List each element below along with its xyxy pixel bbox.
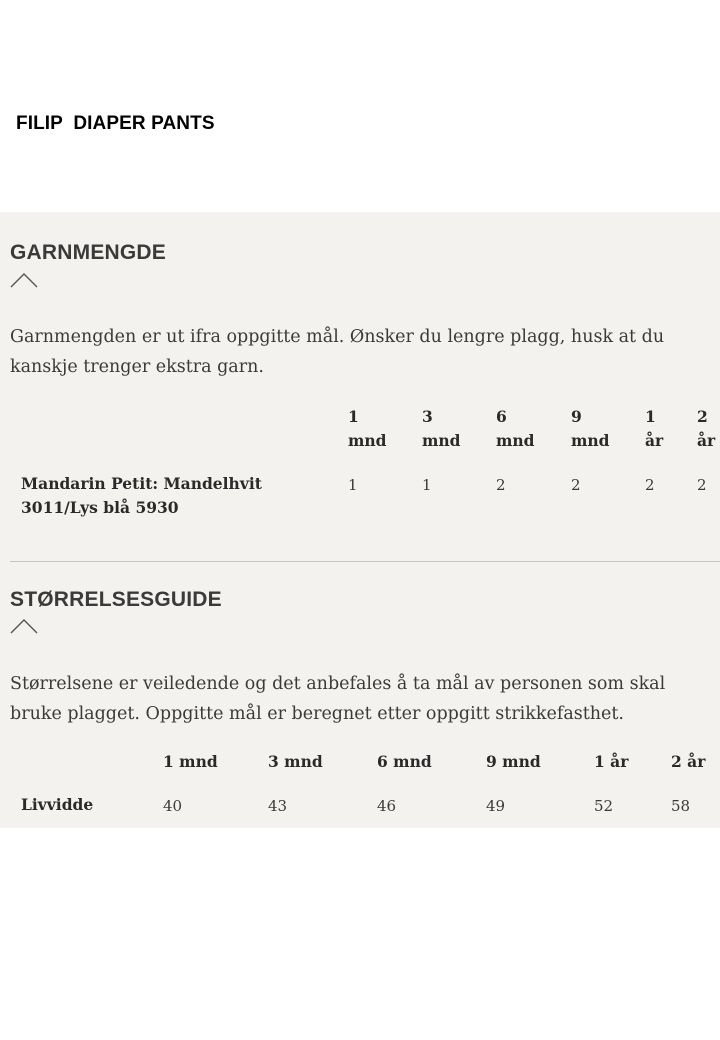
table-cell: 43	[268, 797, 288, 815]
column-header: 3 mnd	[268, 752, 323, 771]
column-header: 9 mnd	[571, 407, 610, 450]
column-header: 3 mnd	[422, 407, 461, 450]
column-header: 2 år	[671, 752, 706, 771]
row-label: Mandarin Petit: Mandelhvit 3011/Lys blå 5930	[21, 474, 262, 517]
column-header: 9 mnd	[486, 752, 541, 771]
chevron-up-icon[interactable]	[10, 618, 38, 634]
column-header: 1 år	[594, 752, 629, 771]
document-title: FILIP DIAPER PANTS	[16, 113, 215, 134]
table-cell: 1	[422, 476, 432, 494]
chevron-up-icon[interactable]	[10, 272, 38, 288]
table-cell: 2	[571, 476, 581, 494]
size-guide-description: Størrelsene er veiledende og det anbefales å ta mål av personen som skal bruke plagget. Oppgitte mål er beregnet etter oppgitt strikkefasthet.	[10, 674, 666, 724]
section-divider	[10, 561, 720, 562]
table-cell: 52	[594, 797, 614, 815]
yarn-amount-description: Garnmengden er ut ifra oppgitte mål. Ønsker du lengre plagg, husk at du kanskje trenger ekstra garn.	[10, 327, 665, 377]
table-cell: 49	[486, 797, 506, 815]
table-cell: 40	[163, 797, 183, 815]
column-header: 1 år	[645, 407, 664, 450]
table-cell: 2	[496, 476, 506, 494]
column-header: 2 år	[697, 407, 716, 450]
table-cell: 2	[645, 476, 655, 494]
row-label: Livvidde	[21, 795, 94, 814]
size-guide-heading[interactable]: STØRRELSESGUIDE	[10, 588, 222, 611]
table-cell: 1	[348, 476, 358, 494]
column-header: 6 mnd	[377, 752, 432, 771]
column-header: 1 mnd	[348, 407, 387, 450]
table-cell: 58	[671, 797, 691, 815]
yarn-amount-heading[interactable]: GARNMENGDE	[10, 241, 167, 264]
table-cell: 46	[377, 797, 397, 815]
table-cell: 2	[697, 476, 707, 494]
column-header: 6 mnd	[496, 407, 535, 450]
product-info-panel	[0, 212, 720, 828]
column-header: 1 mnd	[163, 752, 218, 771]
